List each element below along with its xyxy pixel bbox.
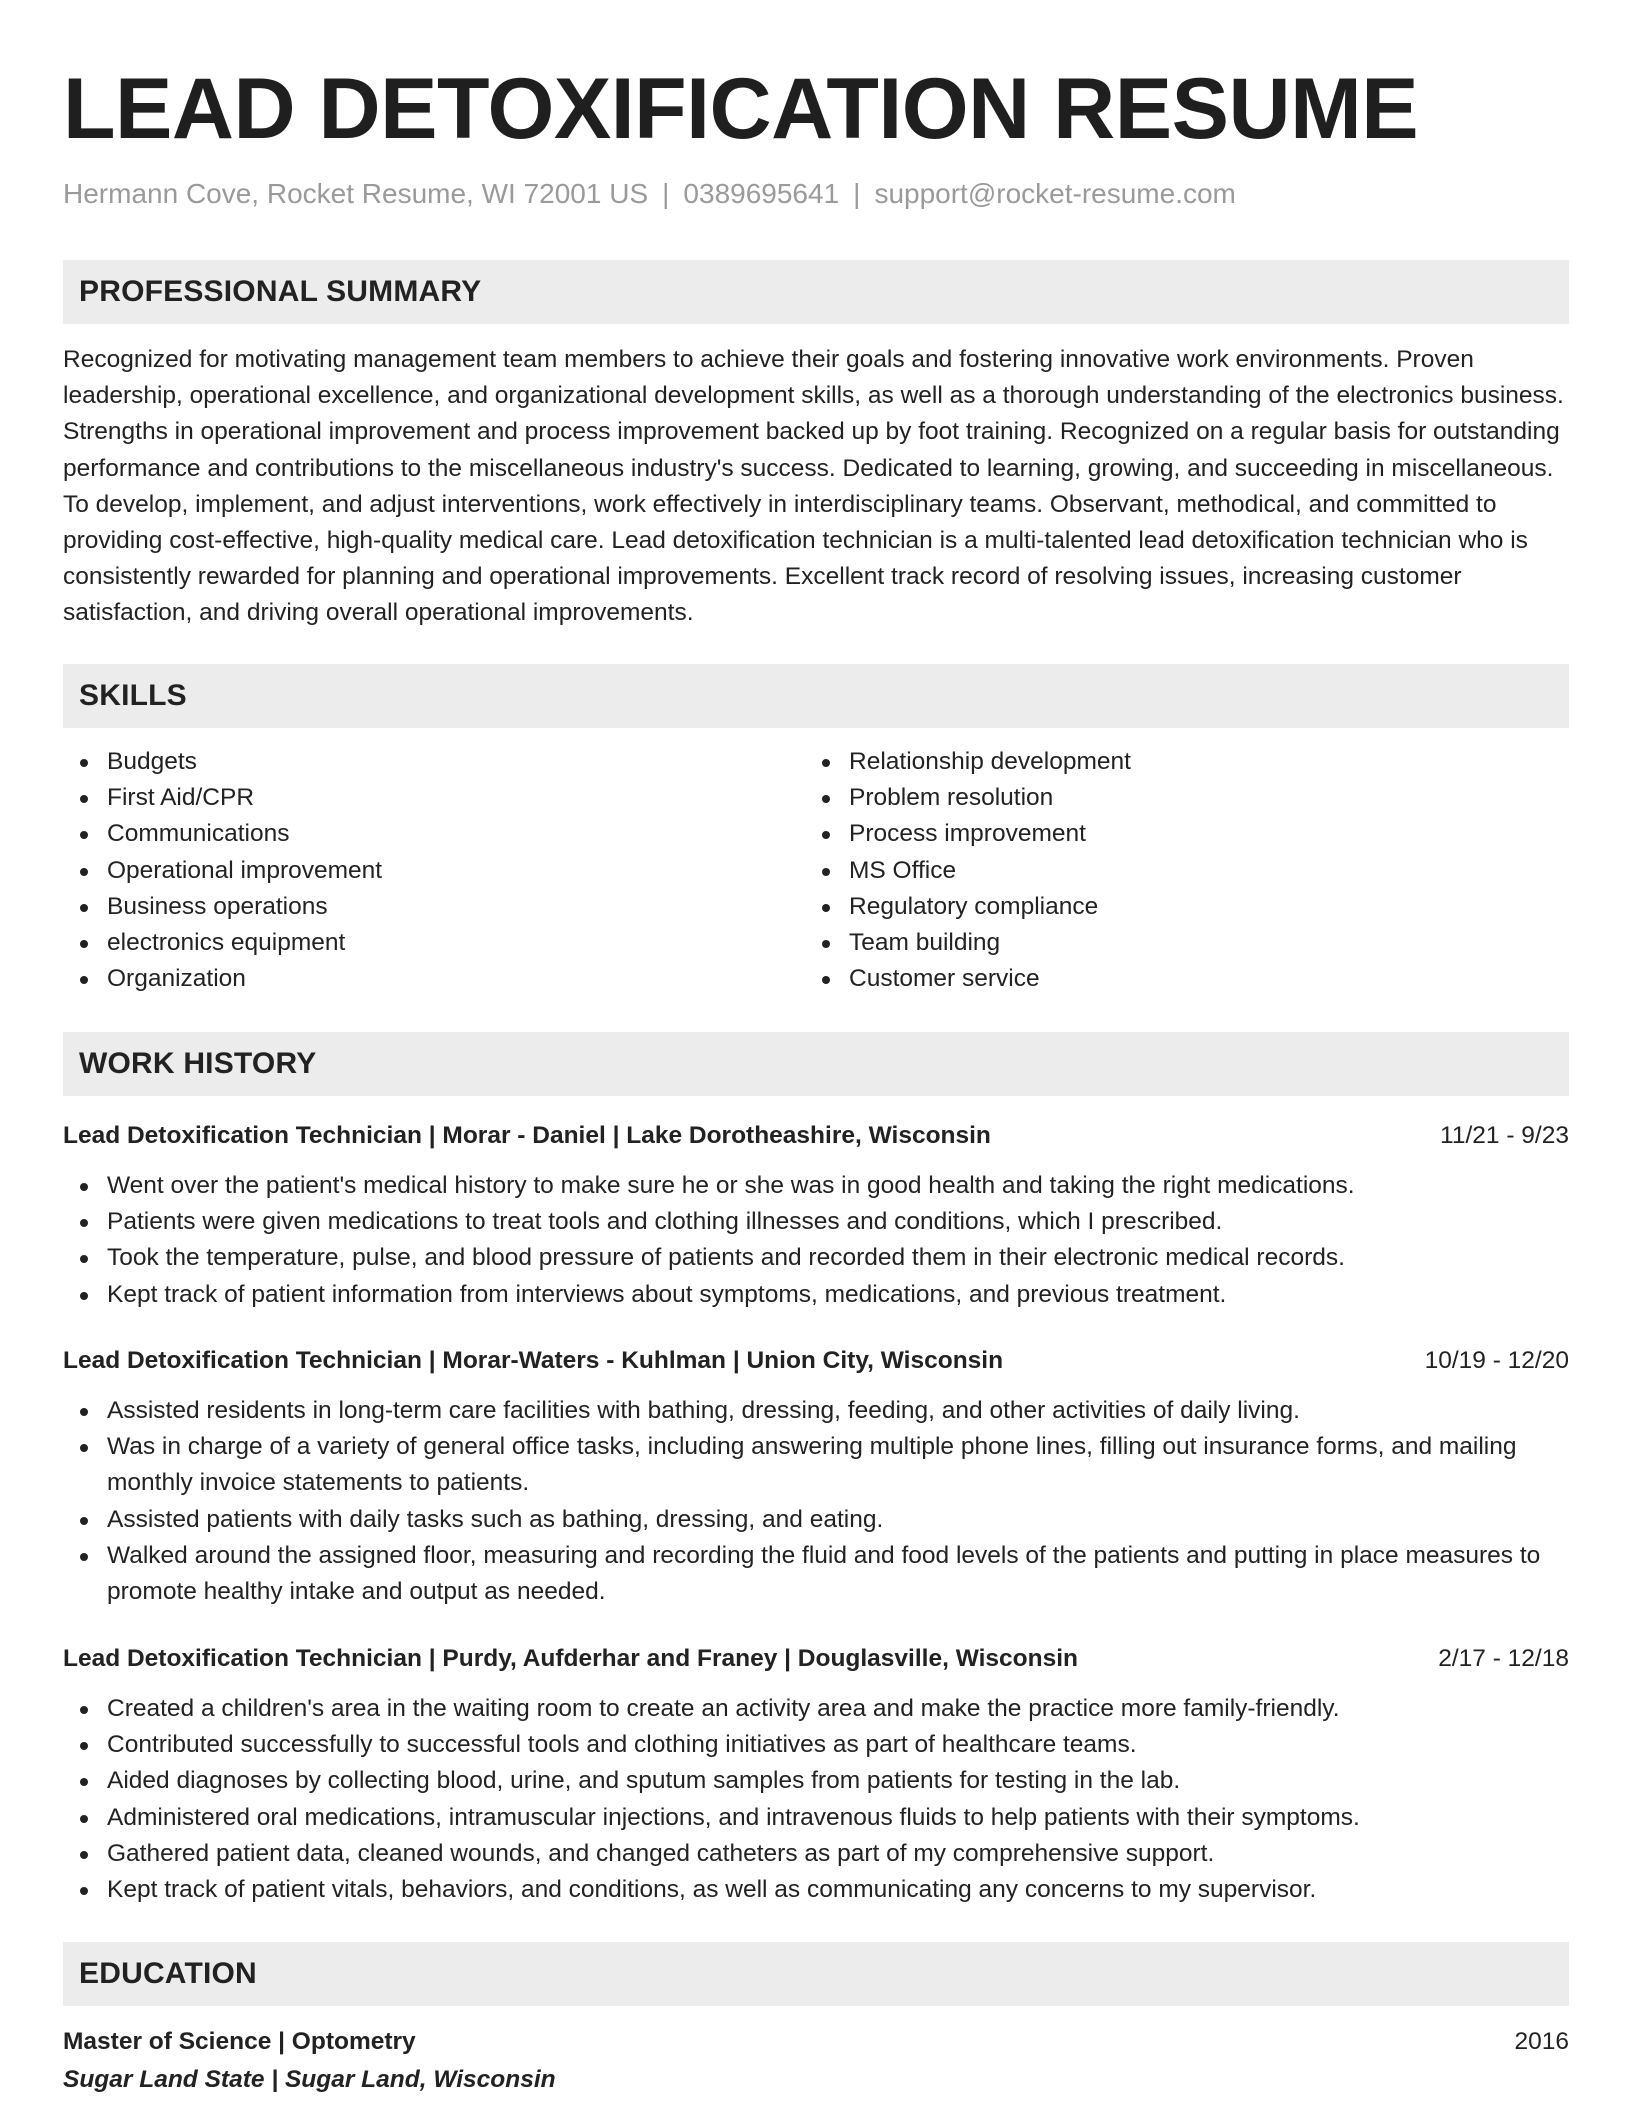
job-bullets	[63, 1393, 1569, 1611]
skill-item: Operational improvement	[63, 853, 805, 889]
job-bullet: Aided diagnoses by collecting blood, urine, and sputum samples from patients for testing in the lab.	[63, 1763, 1569, 1799]
skill-item: First Aid/CPR	[63, 780, 805, 816]
skill-item: Team building	[805, 925, 1547, 961]
job-dates: 2/17 - 12/18	[1438, 1644, 1569, 1672]
job-header	[63, 1118, 1569, 1154]
job-bullets	[63, 1691, 1569, 1909]
education-section-heading: EDUCATION	[63, 1942, 1569, 2006]
job-entry	[63, 1641, 1569, 1909]
contact-separator: |	[853, 178, 861, 209]
job-bullet: Took the temperature, pulse, and blood pressure of patients and recorded them in their electronic medical records.	[63, 1240, 1569, 1276]
job-bullet: Was in charge of a variety of general office tasks, including answering multiple phone lines, filling out insurance forms, and mailing monthly invoice statements to patients.	[63, 1429, 1569, 1502]
skills-right-column	[805, 744, 1547, 998]
job-bullet: Kept track of patient vitals, behaviors, and conditions, as well as communicating any concerns to my supervisor.	[63, 1872, 1569, 1908]
contact-phone: 0389695641	[683, 178, 840, 209]
contact-address: Hermann Cove, Rocket Resume, WI 72001 US	[63, 178, 649, 209]
skill-item: Communications	[63, 816, 805, 852]
job-title: Lead Detoxification Technician | Purdy, Aufderhar and Franey | Douglasville, Wisconsin	[63, 1644, 1079, 1672]
education-school: Sugar Land State | Sugar Land, Wisconsin	[63, 2066, 556, 2094]
education-header	[63, 2024, 1569, 2060]
job-bullet: Contributed successfully to successful tools and clothing initiatives as part of healthcare teams.	[63, 1727, 1569, 1763]
skill-item: MS Office	[805, 853, 1547, 889]
education-year: 2016	[1514, 2028, 1569, 2056]
job-dates: 10/19 - 12/20	[1424, 1346, 1569, 1374]
education-degree: Master of Science | Optometry	[63, 2028, 416, 2056]
education-entry	[63, 2024, 1569, 2098]
job-bullet: Walked around the assigned floor, measuring and recording the fluid and food levels of the patients and putting in place measures to promote healthy intake and output as needed.	[63, 1538, 1569, 1611]
skill-item: Problem resolution	[805, 780, 1547, 816]
job-title: Lead Detoxification Technician | Morar - Daniel | Lake Dorotheashire, Wisconsin	[63, 1121, 991, 1149]
job-title: Lead Detoxification Technician | Morar-Waters - Kuhlman | Union City, Wisconsin	[63, 1346, 1004, 1374]
contact-line	[63, 178, 1569, 210]
skill-item: Business operations	[63, 889, 805, 925]
skill-item: Relationship development	[805, 744, 1547, 780]
skills-grid	[63, 744, 1569, 998]
job-header	[63, 1641, 1569, 1677]
job-entry	[63, 1343, 1569, 1611]
skill-item: Customer service	[805, 961, 1547, 997]
skills-section-heading: SKILLS	[63, 664, 1569, 728]
skill-item: Budgets	[63, 744, 805, 780]
contact-email: support@rocket-resume.com	[874, 178, 1236, 209]
resume-title: LEAD DETOXIFICATION RESUME	[63, 61, 1419, 157]
skill-item: Organization	[63, 961, 805, 997]
job-dates: 11/21 - 9/23	[1440, 1121, 1569, 1149]
contact-separator: |	[662, 178, 670, 209]
job-bullet: Patients were given medications to treat tools and clothing illnesses and conditions, which I prescribed.	[63, 1204, 1569, 1240]
job-bullet: Created a children's area in the waiting room to create an activity area and make the practice more family-friendly.	[63, 1691, 1569, 1727]
skills-left-column	[63, 744, 805, 998]
summary-text: Recognized for motivating management team members to achieve their goals and fostering innovative work environments. Proven leadership, operational excellence, and organizational development skills, as well as a thorough understanding of the electronics business. Strengths in operational improvement and process improvement backed up by foot training. Recognized on a regular basis for outstanding performance and contributions to the miscellaneous industry's success. Dedicated to learning, growing, and succeeding in miscellaneous. To develop, implement, and adjust interventions, work effectively in interdisciplinary teams. Observant, methodical, and committed to providing cost-effective, high-quality medical care. Lead detoxification technician is a multi-talented lead detoxification technician who is consistently rewarded for planning and operational improvements. Excellent track record of resolving issues, increasing customer satisfaction, and driving overall operational improvements.	[63, 346, 1564, 627]
job-bullets	[63, 1168, 1569, 1313]
job-bullet: Gathered patient data, cleaned wounds, and changed catheters as part of my comprehensive support.	[63, 1836, 1569, 1872]
skill-item: Process improvement	[805, 816, 1547, 852]
job-bullet: Went over the patient's medical history to make sure he or she was in good health and taking the right medications.	[63, 1168, 1569, 1204]
work-history-section-heading: WORK HISTORY	[63, 1032, 1569, 1096]
summary-section-heading: PROFESSIONAL SUMMARY	[63, 260, 1569, 324]
job-bullet: Assisted residents in long-term care facilities with bathing, dressing, feeding, and other activities of daily living.	[63, 1393, 1569, 1429]
job-entry	[63, 1118, 1569, 1313]
skill-item: Regulatory compliance	[805, 889, 1547, 925]
job-bullet: Administered oral medications, intramuscular injections, and intravenous fluids to help patients with their symptoms.	[63, 1800, 1569, 1836]
job-bullet: Assisted patients with daily tasks such as bathing, dressing, and eating.	[63, 1502, 1569, 1538]
skill-item: electronics equipment	[63, 925, 805, 961]
job-bullet: Kept track of patient information from interviews about symptoms, medications, and previous treatment.	[63, 1277, 1569, 1313]
job-header	[63, 1343, 1569, 1379]
